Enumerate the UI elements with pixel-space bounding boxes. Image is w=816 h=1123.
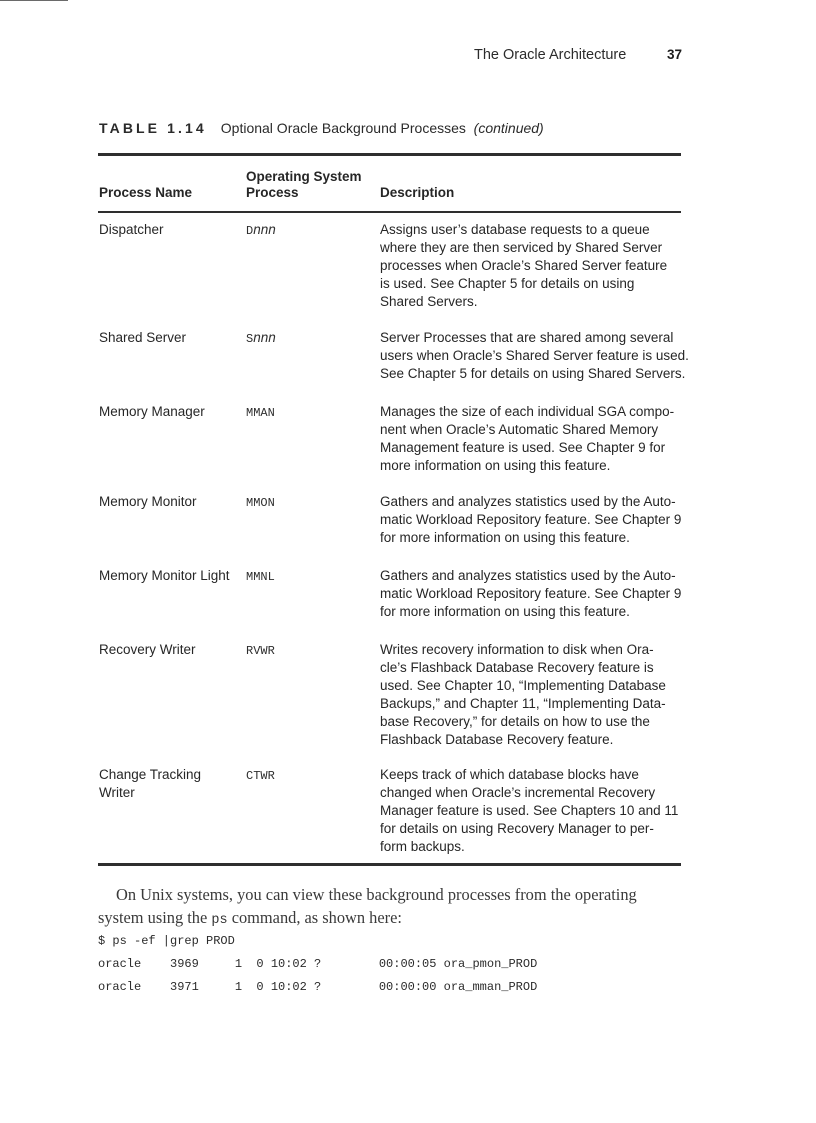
- table-header-rule: [98, 211, 681, 213]
- paragraph-text-after: command, as shown here:: [231, 908, 402, 927]
- code-line: oracle 3971 1 0 10:02 ? 00:00:00 ora_mman_PROD: [98, 980, 538, 994]
- column-header-os-process: [246, 169, 376, 201]
- table-label: TABLE 1.14: [99, 120, 207, 136]
- table-caption-text: Optional Oracle Background Processes: [220, 120, 466, 136]
- paragraph-text-before: On Unix systems, you can view these background processes from the operating system using the: [98, 885, 637, 927]
- os-process-cell: MMAN: [246, 406, 275, 420]
- description-cell: Server Processes that are shared among several users when Oracle’s Shared Server feature is used. See Chapter 5 for details on using Shared Servers.: [380, 330, 689, 381]
- inline-command: ps: [211, 913, 228, 928]
- table-caption: [99, 120, 544, 136]
- os-process-cell: CTWR: [246, 769, 275, 783]
- process-name-cell: Recovery Writer: [99, 642, 196, 657]
- column-header-os-line2: Process: [246, 185, 299, 200]
- process-name-cell: Memory Manager: [99, 404, 205, 419]
- page-number: 37: [667, 47, 683, 62]
- description-cell: Assigns user’s database requests to a queue where they are then serviced by Shared Server processes when Oracle’s Shared Server feature is used. See Chapter 5 for details on using Shared Servers.: [380, 222, 668, 309]
- process-name-cell: Dispatcher: [99, 222, 164, 237]
- running-header-title: The Oracle Architecture: [474, 47, 627, 63]
- column-header-os-line1: Operating System: [246, 169, 362, 184]
- description-cell: Gathers and analyzes statistics used by the Auto- matic Workload Repository feature. See Chapter 9 for more information on using this feature.: [380, 568, 682, 619]
- os-process-cell: Snnn: [246, 330, 276, 346]
- process-name-cell: Shared Server: [99, 330, 187, 345]
- code-line: $ ps -ef |grep PROD: [98, 934, 235, 948]
- description-cell: Keeps track of which database blocks have changed when Oracle’s incremental Recovery Manager feature is used. See Chapters 10 and 11 for details on using Recovery Manager to per- form backups.: [380, 767, 679, 854]
- description-cell: Manages the size of each individual SGA compo- nent when Oracle’s Automatic Shared Memory Management feature is used. See Chapter 9 for more information on using this feature.: [380, 404, 675, 473]
- description-cell: Gathers and analyzes statistics used by the Auto- matic Workload Repository feature. See Chapter 9 for more information on using this feature.: [380, 494, 682, 545]
- os-process-cell: Dnnn: [246, 222, 276, 238]
- corner-crop-mark: [0, 0, 68, 1]
- os-process-cell: MMON: [246, 496, 275, 510]
- process-name-cell: Memory Monitor: [99, 494, 197, 509]
- column-header-process-name: Process Name: [99, 185, 193, 200]
- os-process-cell: RVWR: [246, 644, 275, 658]
- process-name-cell: Memory Monitor Light: [99, 568, 230, 583]
- os-process-cell: MMNL: [246, 570, 275, 584]
- column-header-description: Description: [380, 185, 455, 200]
- description-cell: Writes recovery information to disk when Ora- cle’s Flashback Database Recovery feature is used. See Chapter 10, “Implementing Database Backups,” and Chapter 11, “Implementing Data- base Recovery,” for details on how to use the Flashback Database Recovery feature.: [380, 642, 666, 747]
- process-name-cell: Change Tracking Writer: [99, 767, 202, 800]
- table-bottom-rule: [98, 863, 681, 866]
- table-caption-continued: (continued): [473, 120, 544, 136]
- table-top-rule: [98, 153, 681, 156]
- body-paragraph: [98, 883, 684, 932]
- code-line: oracle 3969 1 0 10:02 ? 00:00:05 ora_pmon_PROD: [98, 957, 538, 971]
